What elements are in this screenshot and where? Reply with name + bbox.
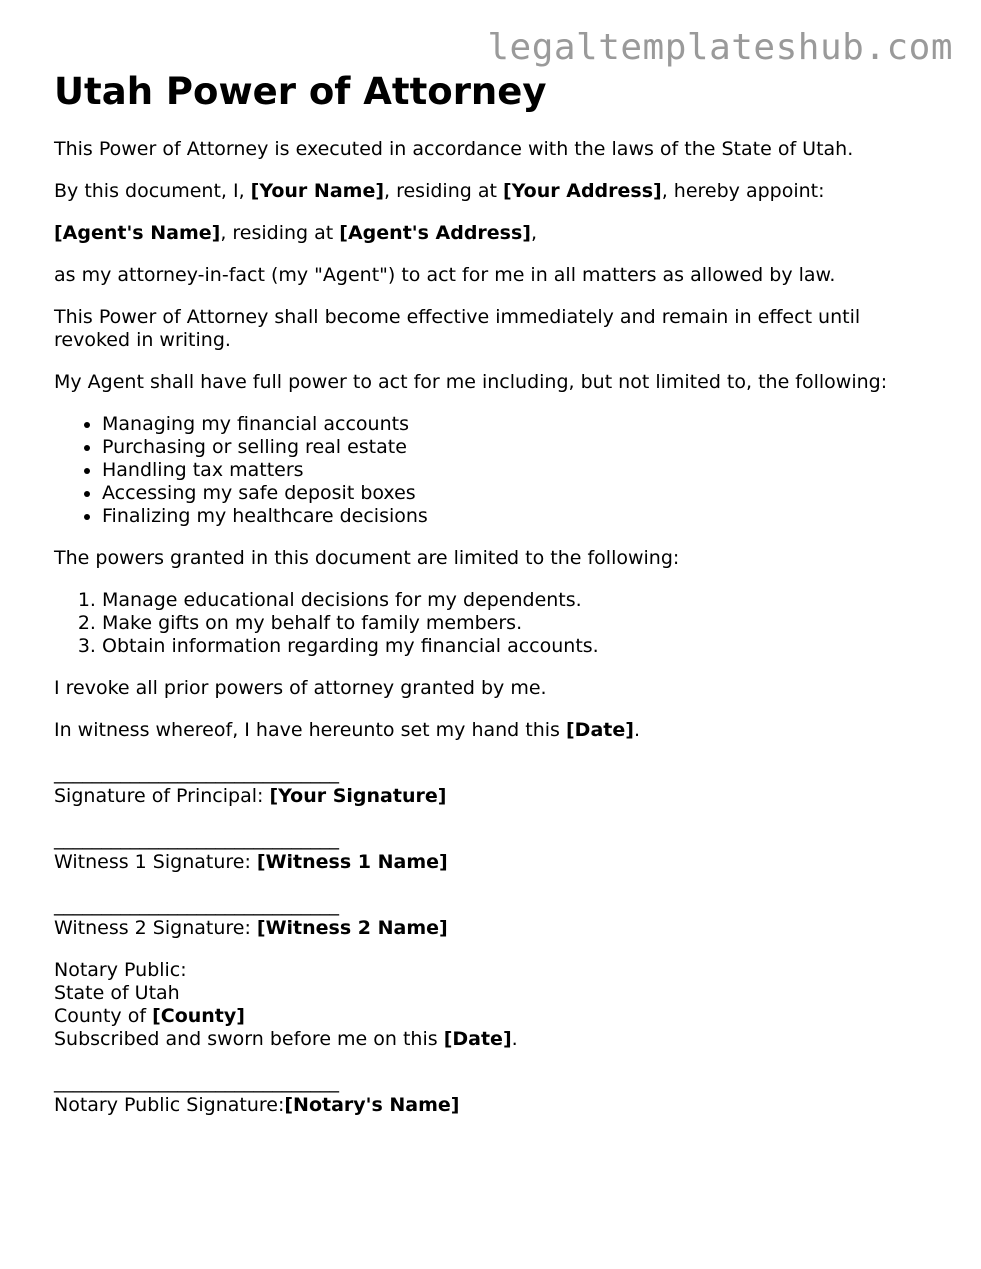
witness-clause-suffix: . [633, 719, 640, 742]
county-placeholder: [County] [152, 1005, 245, 1028]
agent-mid: , residing at [220, 222, 340, 245]
site-watermark: legaltemplateshub.com [487, 27, 953, 68]
notary-county-prefix: County of [54, 1005, 153, 1028]
your-name-placeholder: [Your Name] [250, 180, 385, 203]
witness1-signature-label: Witness 1 Signature: [54, 851, 257, 874]
list-item: 3. Obtain information regarding my financial accounts. [102, 635, 934, 658]
signature-line: ______________________________ [54, 1071, 339, 1094]
date-placeholder: [Date] [566, 719, 634, 742]
notary-block [54, 959, 934, 1051]
limits-list [54, 589, 934, 658]
appoint-mid: , residing at [384, 180, 503, 203]
signature-line: ______________________________ [54, 828, 339, 851]
limits-intro-paragraph: The powers granted in this document are limited to the following: [54, 547, 680, 570]
appointment-paragraph [54, 180, 934, 203]
agent-address-placeholder: [Agent's Address] [339, 222, 531, 245]
principal-signature-block [54, 762, 934, 808]
powers-list [54, 413, 934, 528]
list-item: • Purchasing or selling real estate [102, 436, 934, 459]
list-item: • Accessing my safe deposit boxes [102, 482, 934, 505]
signature-line: ______________________________ [54, 762, 339, 785]
list-item: 2. Make gifts on my behalf to family members. [102, 612, 934, 635]
principal-signature-label-row [54, 785, 934, 808]
witness2-signature-label-row [54, 917, 934, 940]
principal-signature-label: Signature of Principal: [54, 785, 270, 808]
agent-paragraph [54, 222, 934, 245]
witness1-name-placeholder: [Witness 1 Name] [256, 851, 448, 874]
effective-paragraph: This Power of Attorney shall become effective immediately and remain in effect until revoked in writing. [54, 306, 861, 352]
revoke-paragraph: I revoke all prior powers of attorney granted by me. [54, 677, 547, 700]
notary-sworn-row [54, 1028, 934, 1051]
list-item: • Handling tax matters [102, 459, 934, 482]
witness1-signature-label-row [54, 851, 934, 874]
witness-clause-paragraph [54, 719, 934, 742]
principal-signature-placeholder: [Your Signature] [269, 785, 447, 808]
notary-signature-block [54, 1071, 934, 1117]
notary-date-placeholder: [Date] [443, 1028, 512, 1051]
intro-paragraph: This Power of Attorney is executed in accordance with the laws of the State of Utah. [54, 138, 854, 161]
appoint-prefix: By this document, I, [54, 180, 251, 203]
your-address-placeholder: [Your Address] [502, 180, 662, 203]
appoint-suffix: , hereby appoint: [661, 180, 825, 203]
notary-sworn-prefix: Subscribed and sworn before me on this [54, 1028, 444, 1051]
attorney-in-fact-paragraph: as my attorney-in-fact (my "Agent") to act for me in all matters as allowed by law. [54, 264, 836, 287]
agent-suffix: , [531, 222, 538, 245]
powers-intro-paragraph: My Agent shall have full power to act for me including, but not limited to, the following: [54, 371, 888, 394]
witness-clause-prefix: In witness whereof, I have hereunto set my hand this [54, 719, 566, 742]
witness1-signature-block [54, 828, 934, 874]
notary-county-row [54, 1005, 934, 1028]
list-item: • Finalizing my healthcare decisions [102, 505, 934, 528]
witness2-signature-label: Witness 2 Signature: [54, 917, 257, 940]
notary-state: State of Utah [54, 982, 180, 1005]
signature-line: ______________________________ [54, 894, 339, 917]
notary-signature-label-row [54, 1094, 934, 1117]
agent-name-placeholder: [Agent's Name] [54, 222, 221, 245]
witness2-signature-block [54, 894, 934, 940]
witness2-name-placeholder: [Witness 2 Name] [256, 917, 448, 940]
notary-signature-label: Notary Public Signature: [54, 1094, 285, 1117]
notary-heading: Notary Public: [54, 959, 187, 982]
list-item: • Managing my financial accounts [102, 413, 934, 436]
notary-sworn-suffix: . [511, 1028, 518, 1051]
notary-name-placeholder: [Notary's Name] [284, 1094, 460, 1117]
list-item: 1. Manage educational decisions for my dependents. [102, 589, 934, 612]
document-title: Utah Power of Attorney [54, 70, 547, 113]
document-page [54, 70, 934, 1136]
